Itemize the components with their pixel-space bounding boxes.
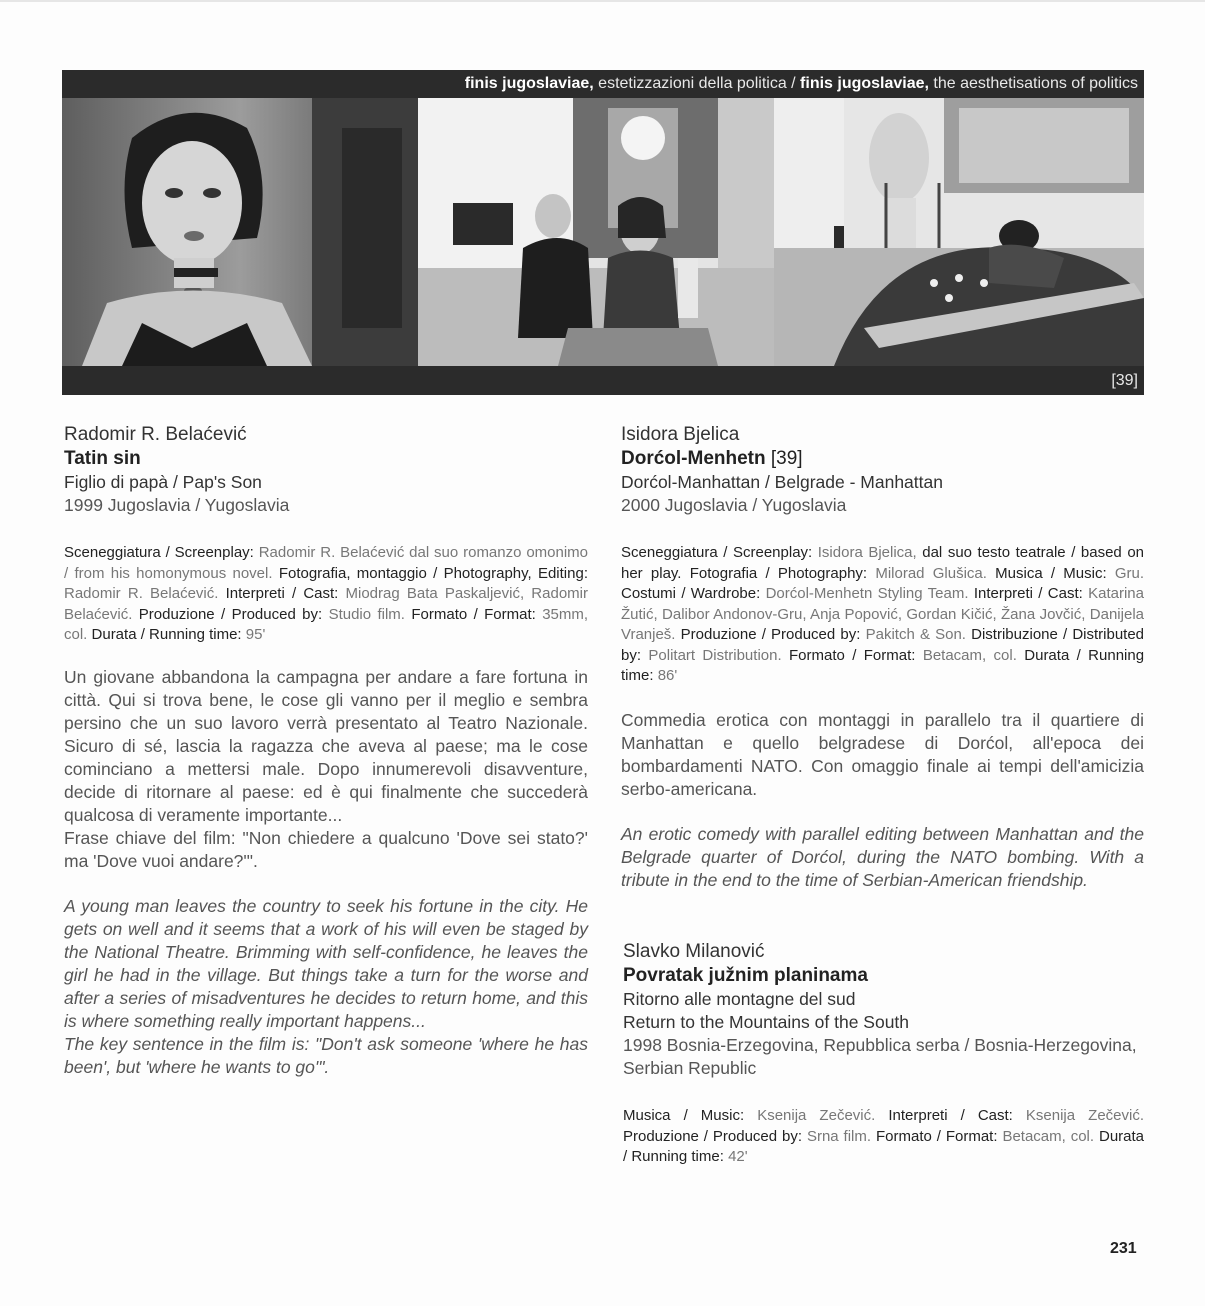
right-film-entry-1 [621, 423, 1144, 892]
film-subtitle: Figlio di papà / Pap's Son [64, 472, 262, 492]
film-credits: Sceneggiatura / Screenplay: Isidora Bjelica, dal suo testo teatrale / based on her play. Fotografia / Photography: Milorad Glušica. Musica / Music: Gru. Costumi / Wardrobe: Dorćol-Menhetn Styling Team. Interpreti / Cast: Katarina Žutić, Dalibor Andonov-Gru, Anja Popović, Gordan Kičić, Žana Jovčić, Danijela Vranješ. Produzione / Produced by: Pakitch & Son. Distribuzione / Distributed by: Politart Distribution. Formato / Format: Betacam, col. Durata / Running time: 86' [621, 544, 1145, 684]
film-credits: Sceneggiatura / Screenplay: Radomir R. Belaćević dal suo romanzo omonimo / from his homonymous novel. Fotografia, montaggio / Photography, Editing: Radomir R. Belaćević. Interpreti / Cast: Miodrag Bata Paskaljević, Radomir Belaćević. Produzione / Produced by: Studio film. Formato / Format: 35mm, col. Durata / Running time: 95' [64, 544, 589, 643]
director-name: Slavko Milanović [623, 941, 765, 962]
film-credits: Musica / Music: Ksenija Zečević. Interpreti / Cast: Ksenija Zečević. Produzione / Produced by: Srna film. Formato / Format: Betacam, col. Durata / Running time: 42' [623, 1107, 1145, 1165]
film-title: Tatin sin [64, 448, 141, 469]
film-year-country: 1999 Jugoslavia / Yugoslavia [64, 495, 290, 515]
film-stills-strip [62, 98, 1144, 366]
key-sentence-english: The key sentence in the film is: "Don't ask someone 'where he has been', but 'where he wants to go'". [64, 1033, 588, 1077]
film-title: Dorćol-Menhetn [39] [621, 448, 803, 469]
film-subtitle-english: Return to the Mountains of the South [623, 1012, 910, 1032]
director-name: Isidora Bjelica [621, 424, 740, 445]
figure-reference: [39] [1111, 372, 1138, 389]
left-film-entry [64, 423, 588, 1079]
film-title: Povratak južnim planinama [623, 965, 868, 986]
film-year-country: 2000 Jugoslavia / Yugoslavia [621, 495, 847, 515]
film-still-couple-on-bed [418, 98, 774, 366]
film-subtitle-italian: Ritorno alle montagne del sud [623, 989, 856, 1009]
film-still-woman-on-flag [774, 98, 1144, 366]
synopsis-italian: Un giovane abbandona la campagna per andare a fare fortuna in città. Qui si trova bene, le cose gli vanno per il meglio e sembra persino che un suo lavoro verrà presentato al Teatro Nazionale. Sicuro di sé, lascia la ragazza che aveva al paese; ma le cose cominciano a mettersi male. Dopo innumerevoli disavventure, decide di ritornare al paese: ed è qui finalmente che succederà qualcosa di veramente importante... [64, 666, 588, 825]
series-header: finis jugoslaviae, estetizzazioni della politica / finis jugoslaviae, the aesthetisations of politics [62, 70, 1144, 98]
figure-reference-band [62, 366, 1144, 395]
page-number: 231 [1110, 1240, 1137, 1257]
page-top-rule [0, 0, 1205, 2]
director-name: Radomir R. Belaćević [64, 424, 247, 445]
right-film-entry-2 [623, 940, 1144, 1168]
film-year-country: 1998 Bosnia-Erzegovina, Repubblica serba / Bosnia-Herzegovina, Serbian Republic [623, 1035, 1137, 1078]
synopsis-italian: Commedia erotica con montaggi in parallelo tra il quartiere di Manhattan e quello belgradese di Dorćol, all'epoca dei bombardamenti NATO. Con omaggio finale ai tempi dell'amicizia serbo-americana. [621, 709, 1144, 799]
synopsis-english: A young man leaves the country to seek his fortune in the city. He gets on well and it seems that a work of his will even be staged by the National Theatre. Brimming with self-confidence, he leaves the girl he had in the village. But things take a turn for the worse and after a series of misadventures he decides to return home, and this is where something really important happens... [64, 895, 588, 1031]
film-subtitle: Dorćol-Manhattan / Belgrade - Manhattan [621, 472, 943, 492]
film-still-woman-closeup [62, 98, 418, 366]
key-sentence-italian: Frase chiave del film: "Non chiedere a qualcuno 'Dove sei stato?' ma 'Dove vuoi andare?'". [64, 827, 588, 871]
synopsis-english: An erotic comedy with parallel editing between Manhattan and the Belgrade quarter of Dorćol, during the NATO bombing. With a tribute in the end to the time of Serbian-American friendship. [621, 823, 1144, 890]
